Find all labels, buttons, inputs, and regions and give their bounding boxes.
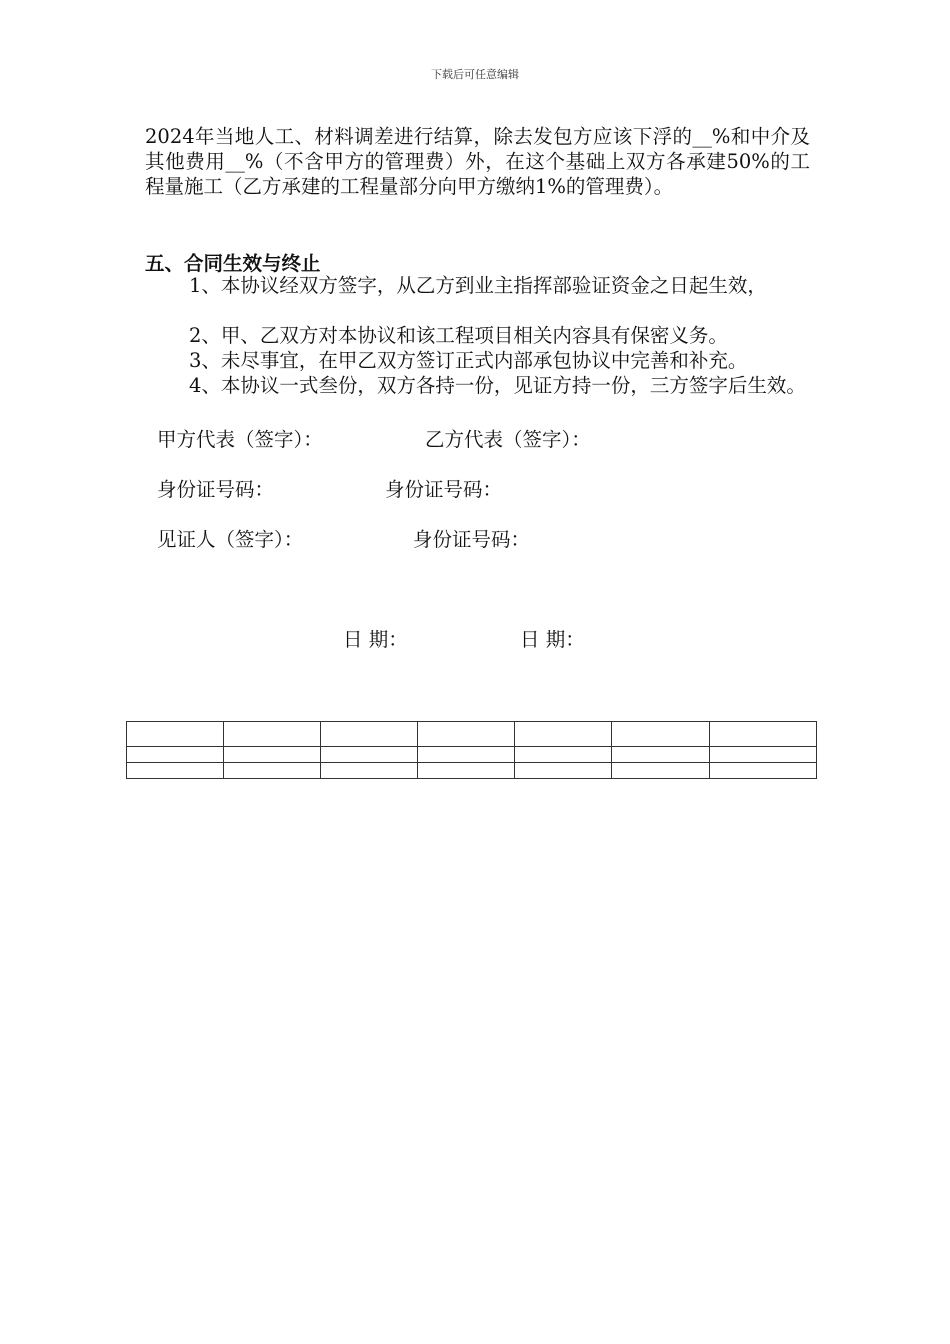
- table-cell: [321, 747, 418, 763]
- table-cell: [710, 747, 817, 763]
- table-cell: [612, 722, 710, 747]
- blank-table: [126, 721, 817, 779]
- table-cell: [418, 763, 515, 779]
- table-cell: [321, 763, 418, 779]
- witness-signature-label: 见证人（签字）：: [157, 528, 304, 551]
- clause-3: 3、未尽事宜，在甲乙双方签订正式内部承包协议中完善和补充。: [189, 349, 748, 372]
- table-cell: [224, 747, 321, 763]
- witness-id-label: 身份证号码：: [413, 528, 531, 551]
- party-b-id-label: 身份证号码：: [385, 478, 503, 501]
- table-cell: [710, 722, 817, 747]
- clause-2: 2、甲、乙双方对本协议和该工程项目相关内容具有保密义务。: [189, 324, 728, 347]
- table-cell: [418, 747, 515, 763]
- table-cell: [418, 722, 515, 747]
- table-cell: [612, 747, 710, 763]
- table-cell: [515, 763, 612, 779]
- table-cell: [515, 747, 612, 763]
- header-note: 下载后可任意编辑: [431, 68, 519, 81]
- table-cell: [224, 763, 321, 779]
- table-cell: [612, 763, 710, 779]
- table-cell: [321, 722, 418, 747]
- contract-paragraph: 2024年当地人工、材料调差进行结算，除去发包方应该下浮的__%和中介及其他费用__%（不含甲方的管理费）外，在这个基础上双方各承建50%的工程量施工（乙方承建的工程量部分向甲方缴纳1%的管理费）。: [145, 125, 810, 198]
- table-row: [127, 763, 817, 779]
- table-cell: [224, 722, 321, 747]
- table-cell: [127, 747, 224, 763]
- table-row: [127, 722, 817, 747]
- party-b-signature-label: 乙方代表（签字）：: [425, 428, 591, 451]
- section-title: 五、合同生效与终止: [145, 252, 321, 275]
- clause-4: 4、本协议一式叁份，双方各持一份，见证方持一份，三方签字后生效。: [189, 374, 806, 397]
- party-a-signature-label: 甲方代表（签字）：: [157, 428, 323, 451]
- table-cell: [127, 763, 224, 779]
- table-cell: [127, 722, 224, 747]
- table-cell: [515, 722, 612, 747]
- clause-1: 1、本协议经双方签字，从乙方到业主指挥部验证资金之日起生效，: [189, 274, 767, 297]
- date-label-1: 日 期：: [343, 628, 408, 651]
- table-cell: [710, 763, 817, 779]
- party-a-id-label: 身份证号码：: [157, 478, 275, 501]
- table-row: [127, 747, 817, 763]
- date-label-2: 日 期：: [520, 628, 585, 651]
